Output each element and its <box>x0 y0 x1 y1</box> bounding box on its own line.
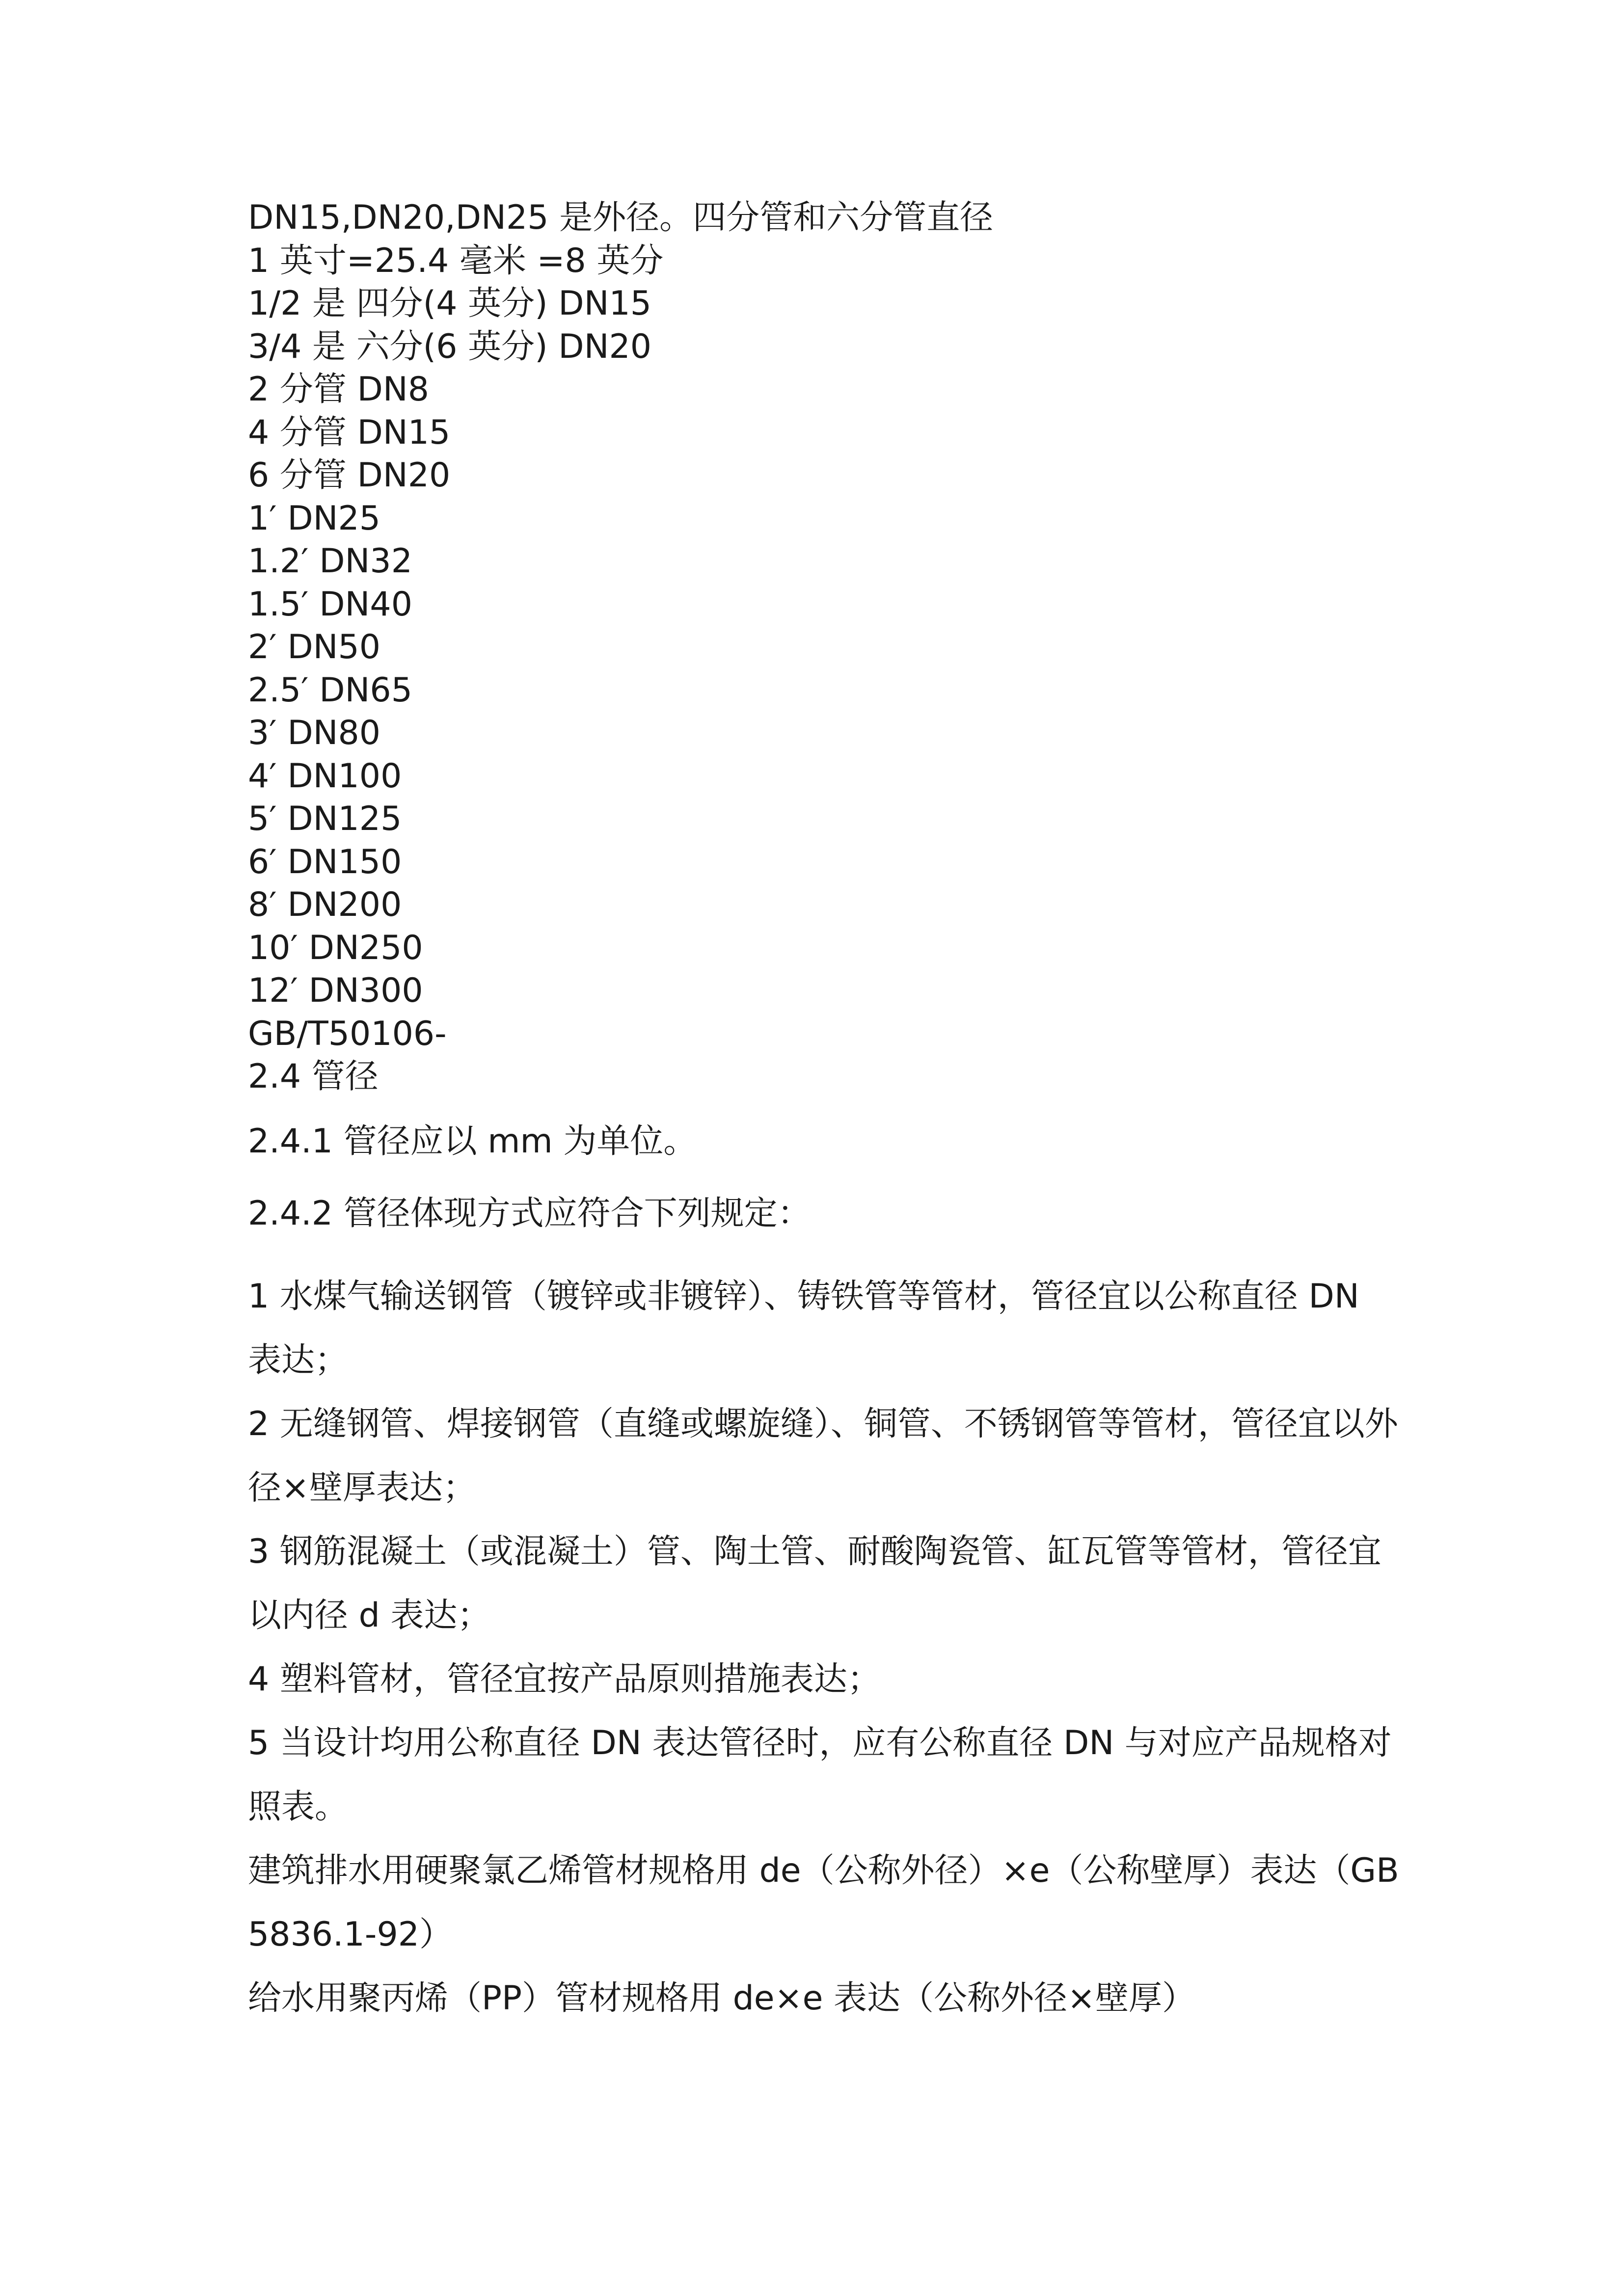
intro-line: 8′ DN200 <box>248 885 402 924</box>
intro-line: 5′ DN125 <box>248 800 402 838</box>
clause-2-4-2: 2.4.2 管径体现方式应符合下列规定： <box>248 1194 811 1233</box>
rule-5: 5 当设计均用公称直径 DN 表达管径时，应有公称直径 DN 与对应产品规格对照表。 <box>248 1723 1392 1826</box>
intro-line: 1 英寸=25.4 毫米 =8 英分 <box>248 241 664 280</box>
rule-2: 2 无缝钢管、焊接钢管（直缝或螺旋缝）、铜管、不锈钢管等管材，管径宜以外径×壁厚表达； <box>248 1404 1398 1507</box>
document-content <box>248 196 1402 2030</box>
note-pp: 给水用聚丙烯（PP）管材规格用 de×e 表达（公称外径×壁厚） <box>248 1978 1196 2018</box>
intro-line: 3/4 是 六分(6 英分) DN20 <box>248 327 651 366</box>
intro-line: 10′ DN250 <box>248 928 423 967</box>
standard-reference: GB/T50106- <box>248 1014 447 1053</box>
intro-line: 1.2′ DN32 <box>248 542 412 581</box>
intro-line: 6 分管 DN20 <box>248 456 451 495</box>
pipe-size-list <box>248 196 1402 1098</box>
intro-line: 12′ DN300 <box>248 971 423 1010</box>
section-heading: 2.4 管径 <box>248 1057 379 1096</box>
intro-line: 1/2 是 四分(4 英分) DN15 <box>248 284 651 323</box>
intro-line: DN15,DN20,DN25 是外径。四分管和六分管直径 <box>248 198 994 237</box>
intro-line: 4′ DN100 <box>248 756 402 796</box>
intro-line: 2′ DN50 <box>248 628 381 667</box>
intro-line: 3′ DN80 <box>248 714 381 752</box>
note-pvc: 建筑排水用硬聚氯乙烯管材规格用 de（公称外径）×e（公称壁厚）表达（GB 5836.1-92） <box>248 1851 1399 1954</box>
intro-line: 6′ DN150 <box>248 842 402 881</box>
intro-line: 1′ DN25 <box>248 499 381 538</box>
rule-3: 3 钢筋混凝土（或混凝土）管、陶土管、耐酸陶瓷管、缸瓦管等管材，管径宜以内径 d 表达； <box>248 1532 1381 1635</box>
intro-line: 2 分管 DN8 <box>248 370 429 409</box>
intro-line: 2.5′ DN65 <box>248 670 412 710</box>
intro-line: 1.5′ DN40 <box>248 585 412 624</box>
rule-1: 1 水煤气输送钢管（镀锌或非镀锌）、铸铁管等管材，管径宜以公称直径 DN 表达； <box>248 1277 1359 1380</box>
clause-2-4-1: 2.4.1 管径应以 mm 为单位。 <box>248 1121 697 1161</box>
rule-4: 4 塑料管材，管径宜按产品原则措施表达； <box>248 1659 881 1699</box>
intro-line: 4 分管 DN15 <box>248 413 451 452</box>
